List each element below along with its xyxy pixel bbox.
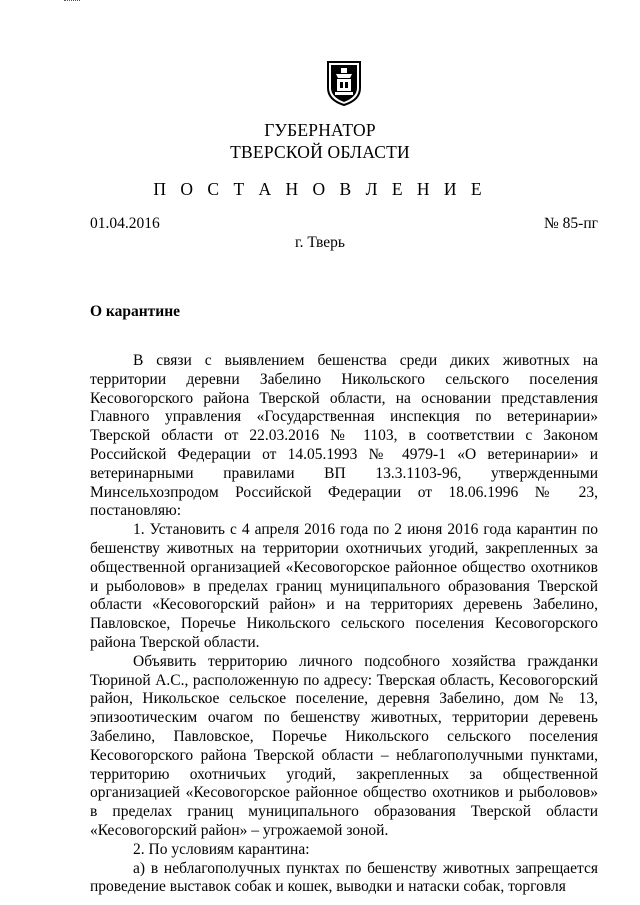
paragraph-preamble: В связи с выявлением бешенства среди диких животных на территории деревни Забелино Никольского сельского поселения Кесовогорского района Тверской области, на основании представления Главного управления «Государственная инспекция по ветеринарии» Тверской области от 22.03.2016 № 1103, в соответствии с Законом Российской Федерации от 14.05.1993 № 4979-1 «О ветеринарии» и ветеринарными правилами ВП 13.3.1103-96, утвержденными Минсельхозпродом Российской Федерации от 18.06.1996 № 23, постановляю: [90, 352, 598, 520]
document-subject: О карантине [90, 303, 181, 320]
document-date: 01.04.2016 [90, 215, 160, 232]
document-number: № 85-пг [544, 215, 598, 232]
scan-mark [64, 0, 80, 3]
document-city: г. Тверь [295, 234, 345, 251]
paragraph-declaration: Объявить территорию личного подсобного хозяйства гражданки Тюриной А.С., расположенную по адресу: Тверская область, Кесовогорский район, Никольское сельское поселение, деревня Забелино, дом № 13, эпизоотическим очагом по бешенству животных, территории деревень Забелино, Павловское, Поречье Никольского сельского поселения Кесовогорского района Тверской области – неблагополучными пунктами, территорию охотничьих угодий, закрепленных за общественной организацией «Кесовогорское районное общество охотников и рыболовов» в пределах границ муниципального образования Тверской области «Кесовогорский район» – угрожаемой зоной. [90, 652, 598, 839]
paragraph-item-2: 2. По условиям карантина: [133, 840, 310, 858]
region-title: ТВЕРСКОЙ ОБЛАСТИ [230, 142, 410, 162]
document-body [90, 352, 598, 897]
paragraph-item-1: 1. Установить с 4 апреля 2016 года по 2 июня 2016 года карантин по бешенству животных на территории охотничьих угодий, закрепленных за общественной организацией «Кесовогорское районное общество охотников и рыболовов» в пределах границ муниципального образования Тверской области «Кесовогорский район» и на территориях деревень Забелино, Павловское, Поречье Никольского сельского поселения Кесовогорского района Тверской области. [90, 521, 598, 651]
governor-title: ГУБЕРНАТОР [264, 120, 376, 140]
document-type: П О С Т А Н О В Л Е Н И Е [153, 179, 487, 199]
paragraph-item-2a: а) в неблагополучных пунктах по бешенству животных запрещается проведение выставок собак и кошек, выводки и натаски собак, торговля [90, 859, 598, 896]
coat-of-arms-icon [326, 60, 362, 106]
